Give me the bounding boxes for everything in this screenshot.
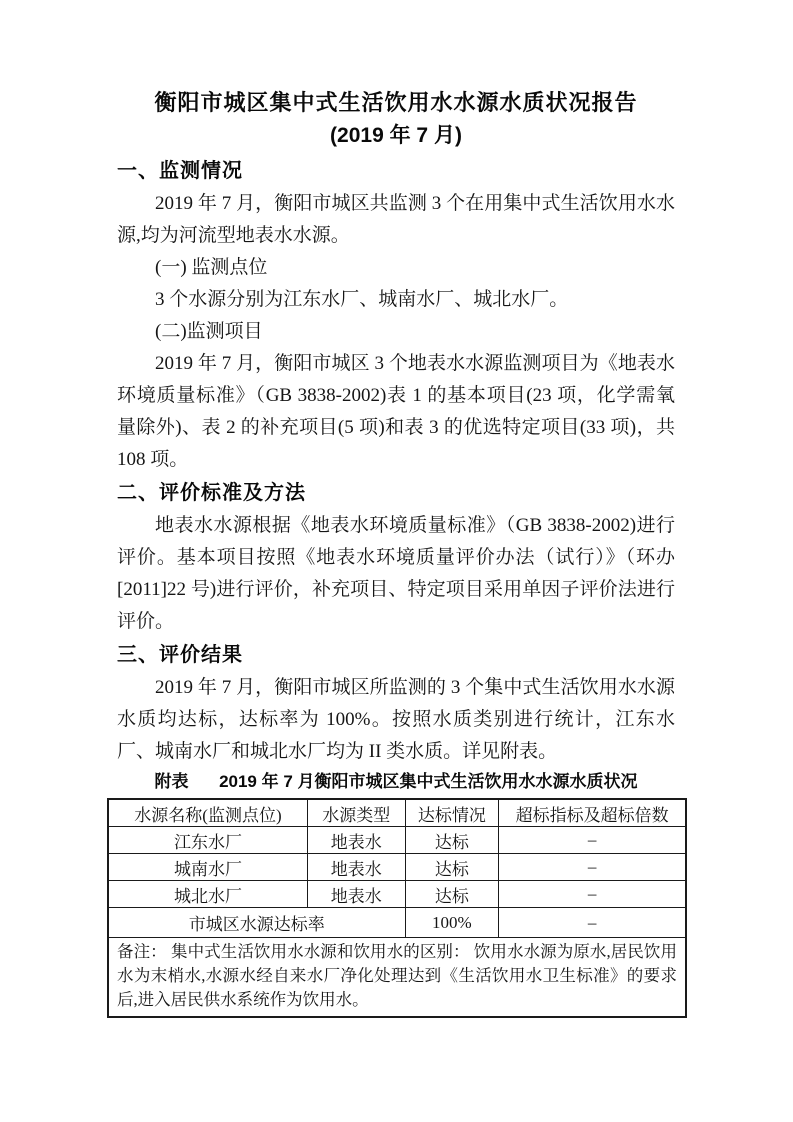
summary-label: 市城区水源达标率 [108, 908, 405, 938]
cell-compliance: 达标 [405, 881, 499, 908]
table-summary-row [108, 908, 686, 938]
cell-source-type: 地表水 [307, 827, 405, 854]
water-quality-table [107, 798, 687, 1018]
cell-source-name: 城北水厂 [108, 881, 307, 908]
summary-rate: 100% [405, 908, 499, 938]
section1-sub1-heading: (一) 监测点位 [155, 257, 268, 278]
table-note-text: 备注： 集中式生活饮用水水源和饮用水的区别： 饮用水水源为原水,居民饮用水为末梢水,水源水经自来水厂净化处理达到《生活饮用水卫生标准》的要求后,进入居民供水系统作为饮用水。 [108, 938, 686, 1018]
header-compliance: 达标情况 [405, 799, 499, 827]
section1-sub1-text: 3 个水源分别为江东水厂、城南水厂、城北水厂。 [155, 289, 569, 310]
cell-excess: – [499, 827, 686, 854]
section1-heading: 一、监测情况 [117, 160, 243, 182]
header-source-type: 水源类型 [307, 799, 405, 827]
table-row-jiangdong [108, 827, 686, 854]
cell-source-name: 城南水厂 [108, 854, 307, 881]
cell-source-type: 地表水 [307, 881, 405, 908]
section1-paragraph: 2019 年 7 月，衡阳市城区共监测 3 个在用集中式生活饮用水水源,均为河流型地表水水源。 [117, 193, 675, 246]
cell-compliance: 达标 [405, 827, 499, 854]
section3-heading: 三、评价结果 [117, 644, 243, 666]
document-title: 衡阳市城区集中式生活饮用水水源水质状况报告 [154, 90, 638, 115]
cell-excess: – [499, 881, 686, 908]
appendix-caption-title: 2019 年 7 月衡阳市城区集中式生活饮用水水源水质状况 [219, 772, 638, 791]
table-row-chengnan [108, 854, 686, 881]
cell-excess: – [499, 854, 686, 881]
section2-paragraph: 地表水水源根据《地表水环境质量标准》（GB 3838-2002)进行评价。基本项目按照《地表水环境质量评价办法（试行）》（环办[2011]22 号)进行评价，补充项目、特定项目采用单因子评价法进行评价。 [117, 515, 675, 632]
section1-sub2-heading: (二)监测项目 [155, 321, 263, 342]
summary-excess: – [499, 908, 686, 938]
cell-compliance: 达标 [405, 854, 499, 881]
section3-paragraph: 2019 年 7 月，衡阳市城区所监测的 3 个集中式生活饮用水水源水质均达标，达标率为 100%。按照水质类别进行统计，江东水厂、城南水厂和城北水厂均为 II 类水质。详见附表。 [117, 677, 675, 762]
table-header-row [108, 799, 686, 827]
appendix-caption-label: 附表 [154, 772, 189, 791]
table-note-row [108, 938, 686, 1018]
appendix-table-caption [117, 768, 675, 796]
cell-source-type: 地表水 [307, 854, 405, 881]
section1-sub2-paragraph: 2019 年 7 月，衡阳市城区 3 个地表水水源监测项目为《地表水环境质量标准》（GB 3838-2002)表 1 的基本项目(23 项，化学需氧量除外)、表 2 的补充项目(5 项)和表 3 的优选特定项目(33 项)，共 108 项。 [117, 353, 675, 470]
cell-source-name: 江东水厂 [108, 827, 307, 854]
header-excess: 超标指标及超标倍数 [499, 799, 686, 827]
document-subtitle: (2019 年 7 月) [330, 124, 462, 147]
table-row-chengbei [108, 881, 686, 908]
header-source-name: 水源名称(监测点位) [108, 799, 307, 827]
section2-heading: 二、评价标准及方法 [117, 482, 306, 504]
